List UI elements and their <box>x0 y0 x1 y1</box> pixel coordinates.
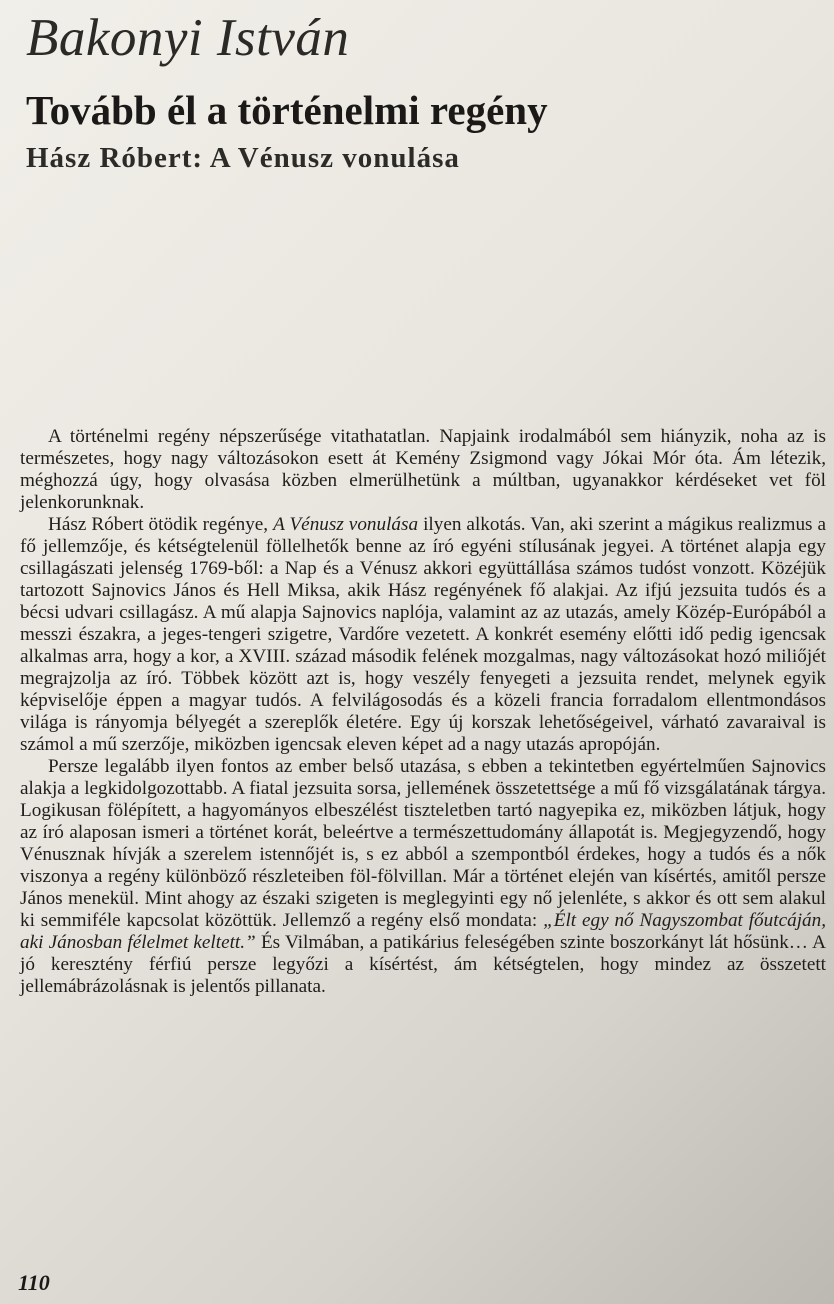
article-subtitle: Hász Róbert: A Vénusz vonulása <box>26 142 460 174</box>
book-title-italic: A Vénusz vonulása <box>273 514 419 535</box>
paragraph-3-text-b: És Vilmában, a patikárius feleségében szinte boszorkányt lát hősünk… A jó keresztény férfiú persze legyőzi a kísértést, ám kétségtelen, hogy mindez az összetett jellemábrázolásnak is jelentős pillanata. <box>20 932 826 997</box>
article-title: Tovább él a történelmi regény <box>26 87 548 133</box>
quoted-first-sentence: „Élt egy nő Nagyszombat főutcáján, aki Jánosban félelmet keltett.” <box>20 910 827 953</box>
paragraph-2-text-b: ilyen alkotás. Van, aki szerint a mágikus realizmus a fő jellemzője, és kétségtelenül föllelhetők benne az író egyéni stílusának jegyei. A történet alapja egy csillagászati jelenség 1769-ből: a Nap és a Vénusz akkori együttállása számos tudóst vonzott. Közéjük tartozott Sajnovics János és Hell Miksa, akik Hász regényének fő alakjai. Az ifjú jezsuita tudós és a bécsi udvari csillagász. A mű alapja Sajnovics naplója, valamint az az utazás, amely Közép-Európából a messzi északra, a jeges-tengeri szigetre, Vardőre vezetett. A konkrét esemény előtti idő pedig igencsak alkalmas arra, hogy a kor, a XVIII. század második felének mozgalmas, nagy változásokat hozó miliőjét megrajzolja az író. Többek között azt is, hogy veszély fenyegeti a jezsuita rendet, melynek egyik képviselője éppen a magyar tudós. A felvilágosodás és a közeli francia forradalom ellentmondásos világa is rányomja bélyegét a szereplők életére. Egy új korszak lehetőségeivel, várható zavaraival is számol a mű szerzője, miközben igencsak eleven képet ad a nagy utazás apropóján. <box>20 514 827 755</box>
paragraph-1: A történelmi regény népszerűsége vitathatatlan. Napjaink irodalmából sem hiányzik, noha az is természetes, hogy nagy változásokon esett át Kemény Zsigmond vagy Jókai Mór óta. Ám létezik, méghozzá úgy, hogy olvasása közben elmerülhetünk a múltban, ugyanakkor kérdéseket vet föl jelenkorunknak. <box>20 426 826 513</box>
page-number: 110 <box>18 1270 50 1295</box>
paragraph-2-text-a: Hász Róbert ötödik regénye, <box>48 514 274 535</box>
author-name: Bakonyi István <box>26 9 350 67</box>
paragraph-3-text-a: Persze legalább ilyen fontos az ember belső utazása, s ebben a tekintetben egyértelműen Sajnovics alakja a legkidolgozottabb. A fiatal jezsuita sorsa, jellemének összetettsége a mű fő vizsgálatának tárgya. Logikusan fölépített, a hagyományos elbeszélést tiszteletben tartó nagyepika ez, miközben látjuk, hogy az író alaposan ismeri a történet korát, beleértve a természettudomány állapotát is. Megjegyzendő, hogy Vénusznak hívják a szerelem istennőjét is, s ez abból a szempontból érdekes, hogy a tudós és a nők viszonya a regény különböző részleteiben föl-fölvillan. Már a történet elején van kísértés, amitől persze János menekül. Mint ahogy az északi szigeten is meglegyinti egy nő jelenléte, s akkor és ott sem alakul ki semmiféle kapcsolat közöttük. Jellemző a regény első mondata: <box>20 756 826 931</box>
article-body <box>20 426 826 998</box>
paragraph-2 <box>20 514 826 756</box>
paragraph-3 <box>20 756 826 998</box>
